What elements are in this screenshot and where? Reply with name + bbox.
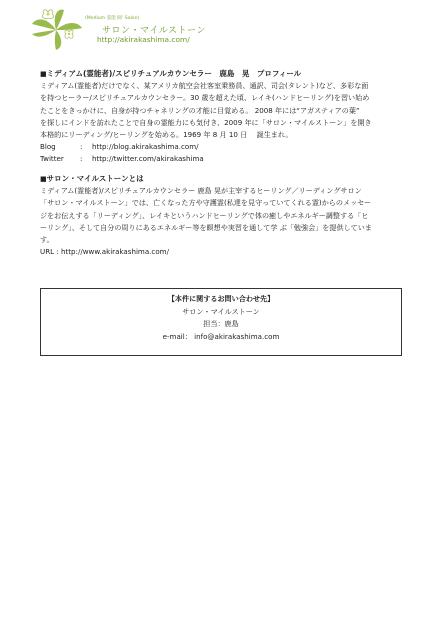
twitter-row [40, 153, 410, 165]
profile-heading [40, 68, 410, 80]
profile-line: たことをきっかけに、自身が持つチャネリングの才能に目覚める。 2008 年には“アガスティアの葉” [40, 105, 360, 115]
url-separator: : [56, 247, 59, 257]
square-bullet-icon: ■ [40, 70, 47, 78]
blog-separator: : [80, 142, 83, 152]
profile-line: を持つヒーラー/スピリチュアルカウンセラー。30 歳を超えた頃、レイキ(ハンドヒーリング)を習い始め [40, 93, 370, 103]
blog-link[interactable]: http://blog.akirakashima.com/ [92, 142, 199, 152]
salon-heading-text: サロン・マイルストーンとは [46, 174, 144, 183]
profile-line: 本格的にリーディング/ヒーリングを始める。1969 年 8 月 10 日 誕生まれ。 [40, 130, 293, 140]
profile-line: ミディアム(霊能者)だけでなく、某アメリカ航空会社客室乗務員、通訳、司会(タレント)など、多彩な面 [40, 81, 369, 91]
contact-organization: サロン・マイルストーン [182, 306, 260, 316]
url-label: URL [40, 247, 55, 257]
twitter-separator: : [80, 154, 83, 164]
salon-line: ミディアム(霊能者)/スピリチュアルカウンセラー 鹿島 晃が主宰するヒーリング／リーディングサロン [40, 186, 362, 196]
contact-email-row [41, 331, 401, 344]
profile-body [40, 80, 410, 141]
contact-box [40, 288, 402, 356]
profile-line: を探しにインドを訪れたことで自身の霊能力にも気付き、2009 年に「サロン・マイルストーン」を開き [40, 117, 372, 127]
salon-line: ーリング」、そして自分の周りにあるエネルギー等を瞑想や実習を通して学 ぶ「勉強会」を提供していま [40, 222, 372, 232]
profile-section [40, 68, 410, 166]
salon-url-link[interactable]: http://www.akirakashima.com/ [61, 247, 169, 257]
brand-tagline: (Medium 霊能 師’ Salon) [85, 16, 140, 21]
brand-url-link[interactable]: http://akirakashima.com/ [97, 35, 190, 44]
brand-name: サロン・マイルストーン [102, 26, 206, 36]
url-row [40, 246, 410, 258]
twitter-link[interactable]: http://twitter.com/akirakashima [92, 154, 204, 164]
contact-person: 担当：鹿島 [203, 319, 239, 328]
email-link[interactable]: info@akirakashima.com [194, 331, 280, 341]
salon-line: ジをお伝えする「リーディング」、レイキというハンドヒーリングで体の癒しやエネルギー調整する「ヒ [40, 210, 369, 220]
salon-heading [40, 173, 410, 185]
letterhead [28, 6, 428, 52]
contact-title: 【本件に関するお問い合わせ先】 [167, 294, 275, 303]
salon-line: す。 [40, 235, 54, 245]
salon-line: 「サロン・マイルストーン」では、亡くなった方や守護霊(私達を見守っていてくれる霊)からのメッセー [40, 198, 372, 208]
email-label: e-mail： [162, 331, 192, 341]
blog-row [40, 141, 410, 153]
salon-section [40, 173, 410, 258]
square-bullet-icon: ■ [40, 175, 47, 183]
flower-logo-icon [28, 6, 88, 52]
salon-body [40, 185, 410, 246]
blog-label: Blog [40, 142, 56, 152]
twitter-label: Twitter [40, 154, 64, 164]
profile-heading-text: ミディアム(霊能者)/スピリチュアルカウンセラー 鹿島 晃 プロフィール [46, 69, 302, 78]
